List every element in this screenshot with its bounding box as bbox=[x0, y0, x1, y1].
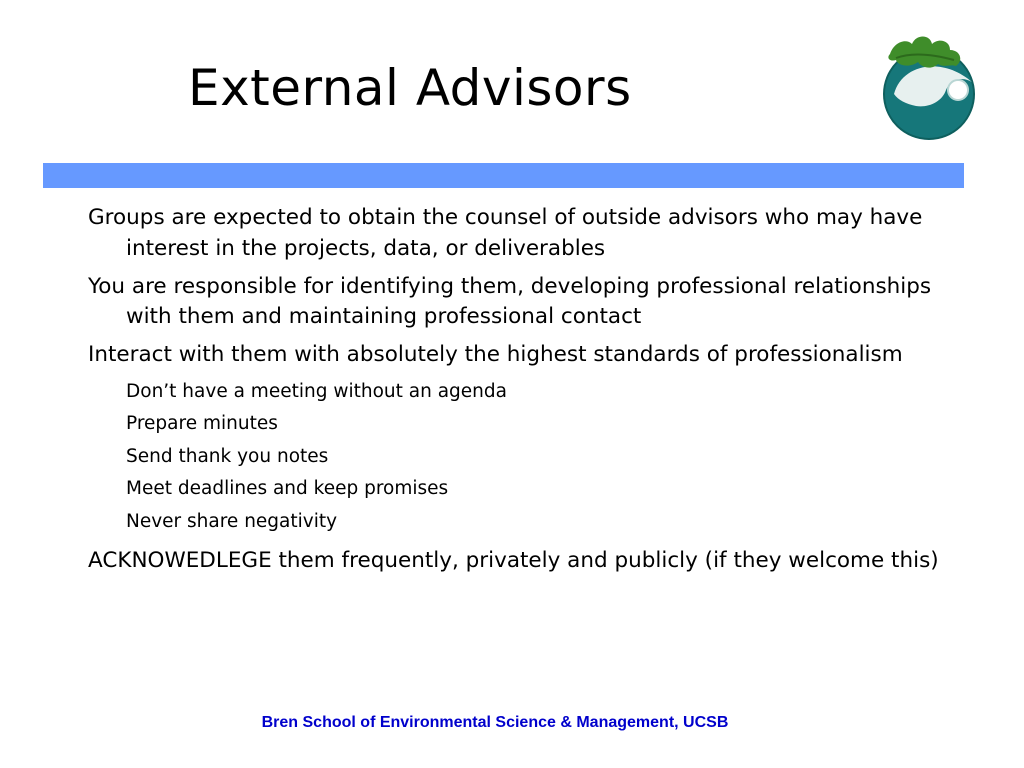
bullet-text: ACKNOWEDLEGE them frequently, privately and publicly (if they welcome this) bbox=[88, 547, 939, 573]
bren-school-logo-icon bbox=[872, 24, 986, 142]
sub-bullet-item: Never share negativity bbox=[126, 510, 338, 532]
bullet-item bbox=[88, 340, 968, 538]
bullet-item bbox=[88, 272, 968, 333]
sub-bullet-item: Send thank you notes bbox=[126, 445, 329, 467]
bullet-text: You are responsible for identifying them, developing professional relationships with them and maintaining professional contact bbox=[88, 273, 932, 329]
bullet-list bbox=[88, 203, 968, 584]
sub-bullet-list bbox=[126, 376, 968, 539]
title-accent-bar bbox=[43, 163, 964, 188]
sub-bullet-item: Prepare minutes bbox=[126, 413, 278, 434]
slide-title: External Advisors bbox=[188, 59, 632, 117]
footer-text: Bren School of Environmental Science & Management, UCSB bbox=[261, 714, 729, 731]
bullet-text: Interact with them with absolutely the highest standards of professionalism bbox=[88, 342, 903, 367]
sub-bullet-item: Don’t have a meeting without an agenda bbox=[126, 380, 507, 402]
bullet-item bbox=[88, 203, 968, 264]
bullet-text: Groups are expected to obtain the counsel of outside advisors who may have interest in the projects, data, or deliverables bbox=[88, 205, 923, 261]
sub-bullet-item: Meet deadlines and keep promises bbox=[126, 478, 449, 499]
bullet-item bbox=[88, 546, 968, 577]
